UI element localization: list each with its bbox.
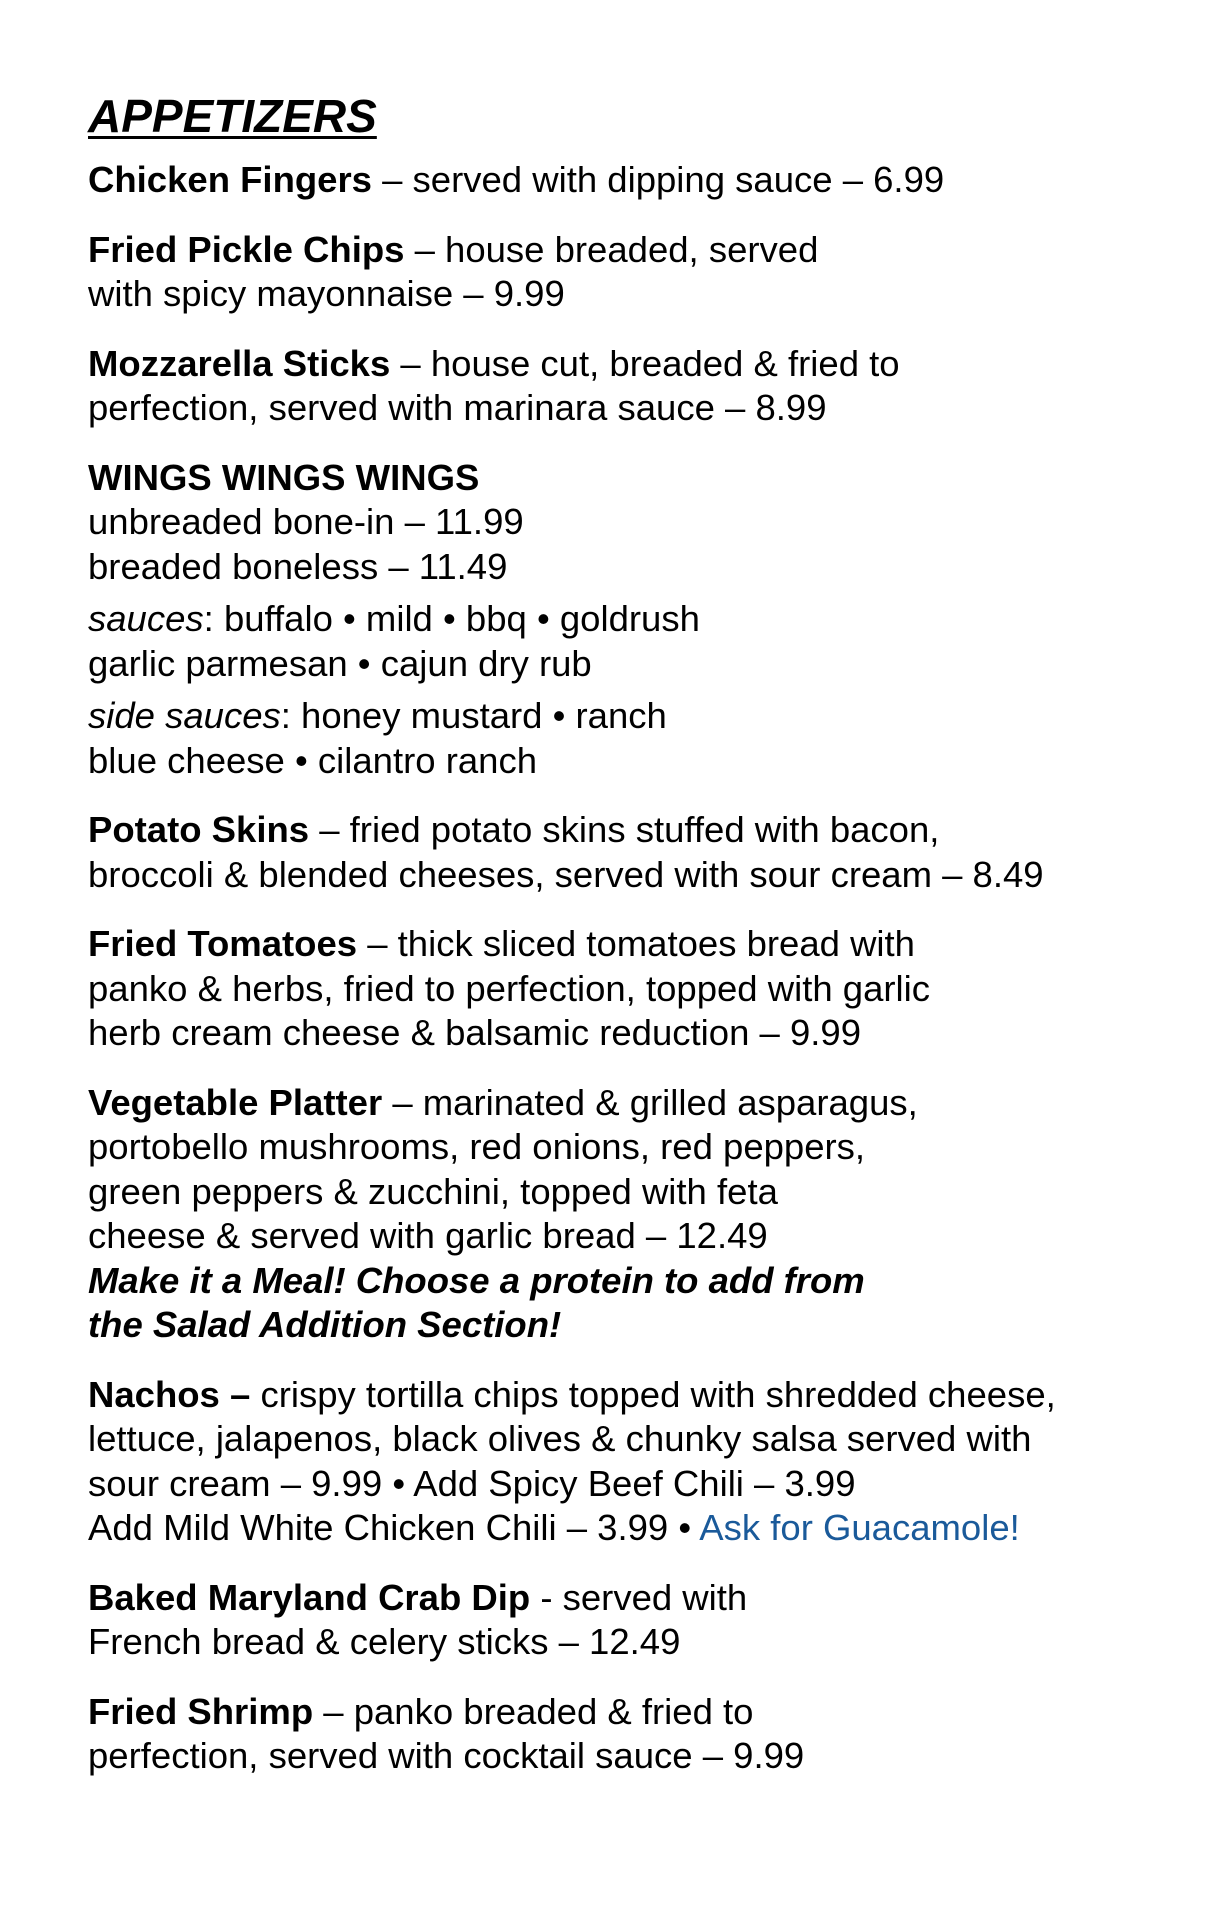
item-description: – house cut, breaded & fried to (390, 342, 900, 384)
section-title: APPETIZERS (88, 90, 377, 142)
item-description-line: broccoli & blended cheeses, served with sour cream – 8.49 (88, 853, 1044, 895)
item-name: Baked Maryland Crab Dip (88, 1576, 531, 1618)
sauces-list: : buffalo • mild • bbq • goldrush (203, 598, 700, 639)
menu-item-potato-skins (88, 808, 1198, 897)
item-name: Fried Pickle Chips (88, 228, 405, 270)
item-description: – fried potato skins stuffed with bacon, (309, 809, 940, 850)
guacamole-note: Ask for Guacamole! (699, 1507, 1020, 1548)
item-name: Fried Tomatoes (88, 923, 358, 964)
sauces-label: sauces (88, 598, 204, 639)
side-sauces-label: side sauces (88, 695, 281, 736)
menu-item-mozzarella-sticks (88, 342, 1198, 431)
item-name: Mozzarella Sticks (88, 342, 391, 384)
menu-item-vegetable-platter (88, 1081, 1198, 1348)
item-description: crispy tortilla chips topped with shredded cheese, (250, 1373, 1056, 1415)
item-description-line: panko & herbs, fried to perfection, topped with garlic (88, 967, 931, 1009)
item-description-line: sour cream – 9.99 • Add Spicy Beef Chili – 3.99 (88, 1462, 856, 1504)
item-name: Fried Shrimp (88, 1690, 314, 1732)
menu-item-fried-shrimp (88, 1690, 1198, 1779)
menu-item-nachos (88, 1373, 1198, 1551)
item-name: Chicken Fingers (88, 159, 372, 200)
item-description: – served with dipping sauce – 6.99 (371, 159, 945, 200)
item-description-line: cheese & served with garlic bread – 12.49 (88, 1215, 768, 1256)
item-description-line: French bread & celery sticks – 12.49 (88, 1621, 681, 1662)
item-description: – panko breaded & fried to (313, 1690, 754, 1732)
meal-promo-continued: the Salad Addition Section! (88, 1304, 562, 1345)
item-description-line: lettuce, jalapenos, black olives & chunky salsa served with (88, 1418, 1032, 1459)
side-sauces-list-continued: blue cheese • cilantro ranch (88, 739, 538, 781)
item-description: – marinated & grilled asparagus, (382, 1081, 918, 1123)
item-description: – thick sliced tomatoes bread with (357, 923, 915, 964)
menu-item-fried-pickle-chips (88, 228, 1198, 317)
item-description-line: perfection, served with cocktail sauce – 9.99 (88, 1735, 805, 1776)
menu-item-fried-tomatoes (88, 922, 1198, 1056)
menu-item-wings (88, 456, 1198, 784)
meal-promo: Make it a Meal! Choose a protein to add from (88, 1259, 865, 1301)
item-name: WINGS WINGS WINGS (88, 456, 480, 498)
item-description-line: perfection, served with marinara sauce – 8.99 (88, 387, 827, 428)
menu-page (88, 88, 1198, 1804)
sauces-list-continued: garlic parmesan • cajun dry rub (88, 642, 592, 684)
item-description-line: portobello mushrooms, red onions, red peppers, (88, 1126, 866, 1167)
menu-item-chicken-fingers (88, 158, 1198, 203)
wings-bone-in: unbreaded bone-in – 11.99 (88, 501, 524, 542)
item-name: Potato Skins (88, 809, 310, 850)
item-description: – house breaded, served (404, 228, 819, 270)
item-description-line: with spicy mayonnaise – 9.99 (88, 273, 565, 314)
item-name: Vegetable Platter (88, 1081, 383, 1123)
item-name: Nachos – (88, 1373, 251, 1415)
side-sauces-list: : honey mustard • ranch (280, 695, 667, 736)
menu-item-crab-dip (88, 1576, 1198, 1665)
item-description-line: Add Mild White Chicken Chili – 3.99 • (88, 1507, 700, 1548)
wings-boneless: breaded boneless – 11.49 (88, 545, 508, 587)
item-description: - served with (530, 1576, 748, 1618)
item-description-line: green peppers & zucchini, topped with feta (88, 1170, 778, 1212)
item-description-line: herb cream cheese & balsamic reduction – 9.99 (88, 1012, 862, 1053)
